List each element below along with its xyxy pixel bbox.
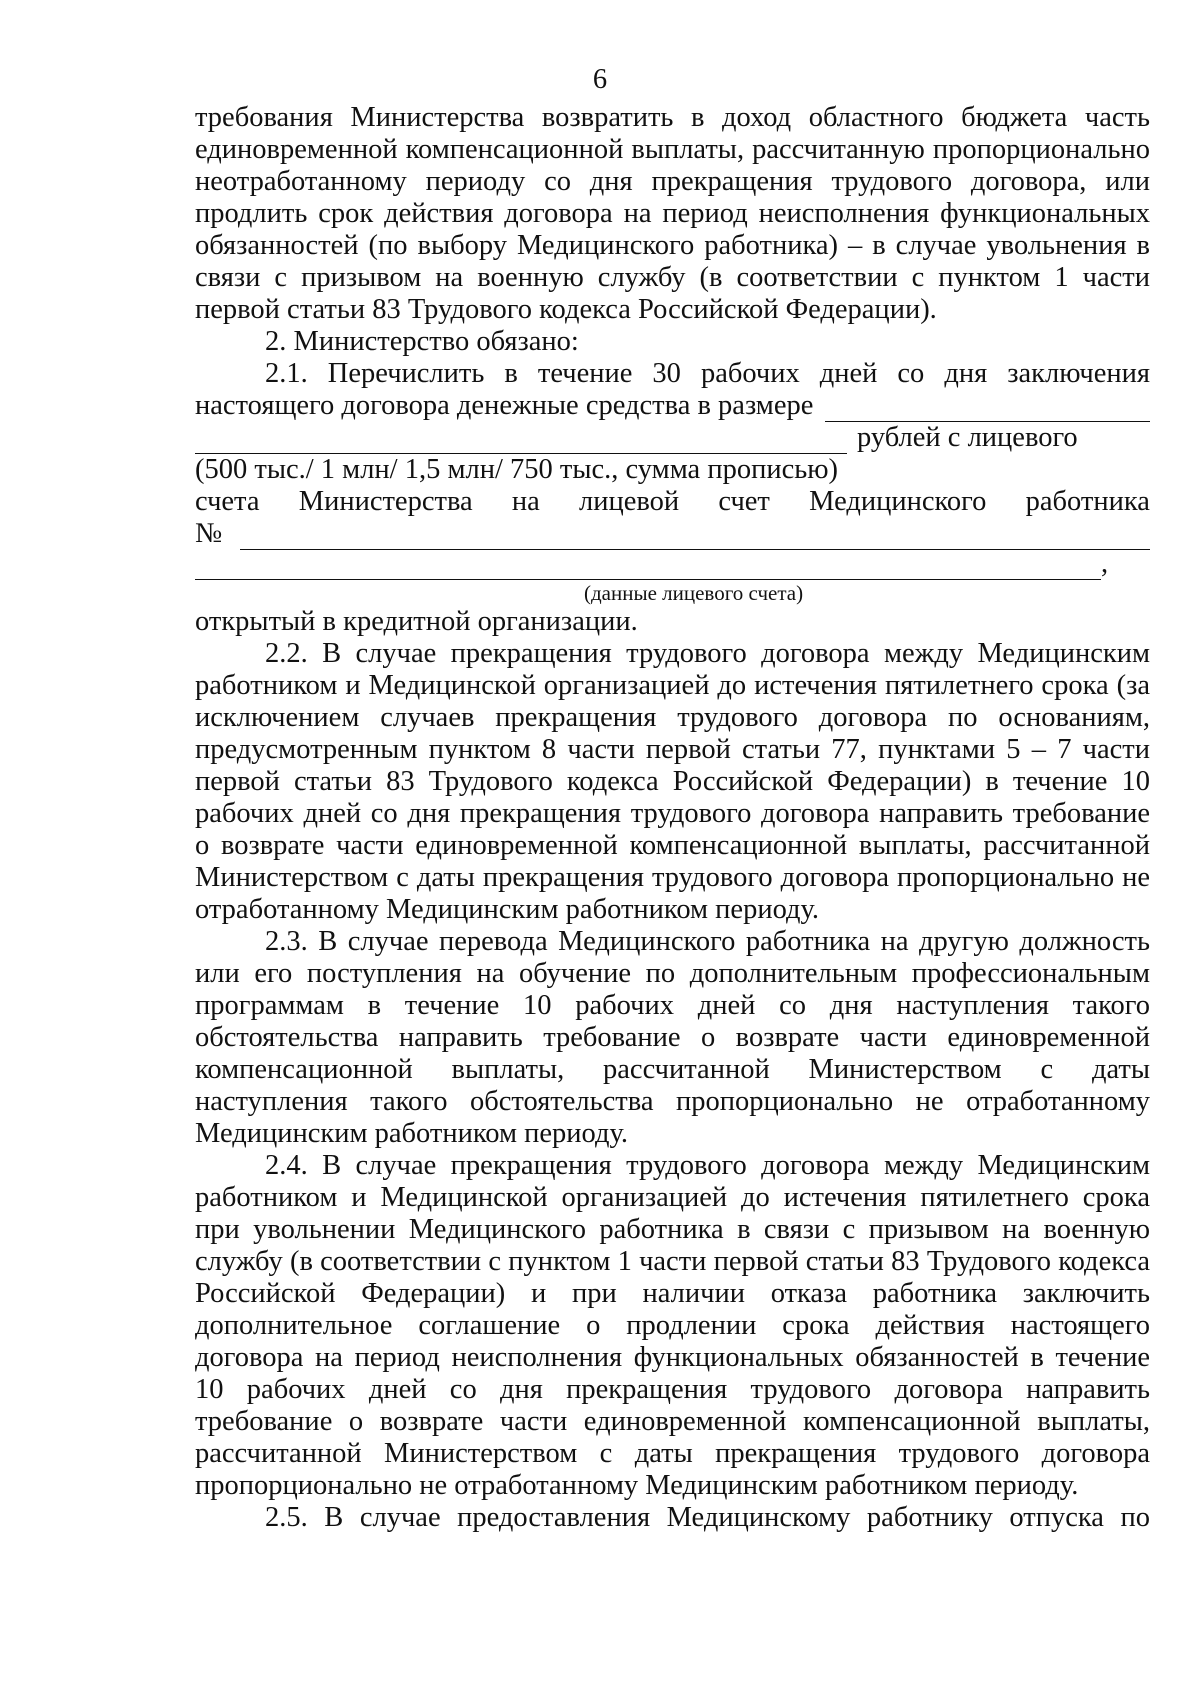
clause-2-1-amount-label: настоящего договора денежные средства в размере xyxy=(195,390,814,421)
trailing-comma: , xyxy=(1101,548,1109,579)
account-word: счет xyxy=(718,486,770,517)
account-word: на xyxy=(511,486,540,517)
account-word: работника xyxy=(1025,486,1150,517)
clause-2-1-amount-line xyxy=(195,390,1150,422)
account-number-blank-line xyxy=(240,525,1150,550)
account-word: Медицинского xyxy=(809,486,987,517)
account-number-line xyxy=(195,518,1150,550)
account-word: лицевой xyxy=(579,486,680,517)
clause-2-5: 2.5. В случае предоставления Медицинскому работнику отпуска по xyxy=(265,1502,1150,1533)
account-details-caption: (данные лицевого счета) xyxy=(584,581,804,605)
account-word: Министерства xyxy=(298,486,473,517)
account-word: счета xyxy=(195,486,260,517)
clause-2-1-lead-line xyxy=(195,358,1150,390)
amount-hint: (500 тыс./ 1 млн/ 1,5 млн/ 750 тыс., сумма прописью) xyxy=(195,454,839,485)
account-details-line xyxy=(195,550,1150,580)
clause-2-3: 2.3. В случае перевода Медицинского работника на другую должность или его поступления на обучение по дополнительным профессиональным программам в течение 10 рабочих дней со дня наступления такого обстоятельства направить требование о возврате части единовременной компенсационной выплаты, рассчитанной Министерством с даты наступления такого обстоятельства пропорционально не отработанному Медицинским работником периоду. xyxy=(195,926,1150,1149)
amount-blank-line xyxy=(825,397,1150,422)
account-details-blank-line xyxy=(195,555,1101,580)
clause-2-1-rub-label: рублей с лицевого xyxy=(857,422,1078,453)
number-sign: № xyxy=(195,518,223,549)
section-2-heading: 2. Министерство обязано: xyxy=(265,326,579,357)
paragraph-continuation xyxy=(195,102,1150,326)
paragraph-text: требования Министерства возвратить в доход областного бюджета часть единовременной компенсационной выплаты, рассчитанную пропорционально неотработанному периоду со дня прекращения трудового договора, или продлить срок действия договора на период неисполнения функциональных обязанностей (по выбору Медицинского работника) – в случае увольнения в связи с призывом на военную службу (в соответствии с пунктом 1 части первой статьи 83 Трудового кодекса Российской Федерации). xyxy=(195,102,1150,325)
section-2 xyxy=(195,326,1150,1534)
page-number: 6 xyxy=(592,64,608,95)
clause-2-4: 2.4. В случае прекращения трудового договора между Медицинским работником и Медицинской организацией до истечения пятилетнего срока при увольнении Медицинского работника в связи с призывом на военную службу (в соответствии с пунктом 1 части первой статьи 83 Трудового кодекса Российской Федерации) и при наличии отказа работника заключить дополнительное соглашение о продлении срока действия настоящего договора на период неисполнения функциональных обязанностей в течение 10 рабочих дней со дня прекращения трудового договора направить требование о возврате части единовременной компенсационной выплаты, рассчитанной Министерством с даты прекращения трудового договора пропорционально не отработанному Медицинским работником периоду. xyxy=(195,1150,1150,1501)
account-words-line xyxy=(195,486,1150,518)
clause-2-1-hint-line xyxy=(195,454,1150,486)
clause-2-1-end: открытый в кредитной организации. xyxy=(195,606,638,637)
account-caption-line xyxy=(195,580,1150,606)
clause-2-2: 2.2. В случае прекращения трудового договора между Медицинским работником и Медицинской организацией до истечения пятилетнего срока (за исключением случаев прекращения трудового договора по основаниям, предусмотренным пунктом 8 части первой статьи 77, пунктами 5 – 7 части первой статьи 83 Трудового кодекса Российской Федерации) в течение 10 рабочих дней со дня прекращения трудового договора направить требование о возврате части единовременной компенсационной выплаты, рассчитанной Министерством с даты прекращения трудового договора пропорционально не отработанному Медицинским работником периоду. xyxy=(195,638,1150,925)
clause-2-1-lead: 2.1. Перечислить в течение 30 рабочих дней со дня заключения xyxy=(265,358,1150,389)
clause-2-1-rub-line xyxy=(195,422,1150,454)
amount-words-blank-line xyxy=(195,429,847,454)
